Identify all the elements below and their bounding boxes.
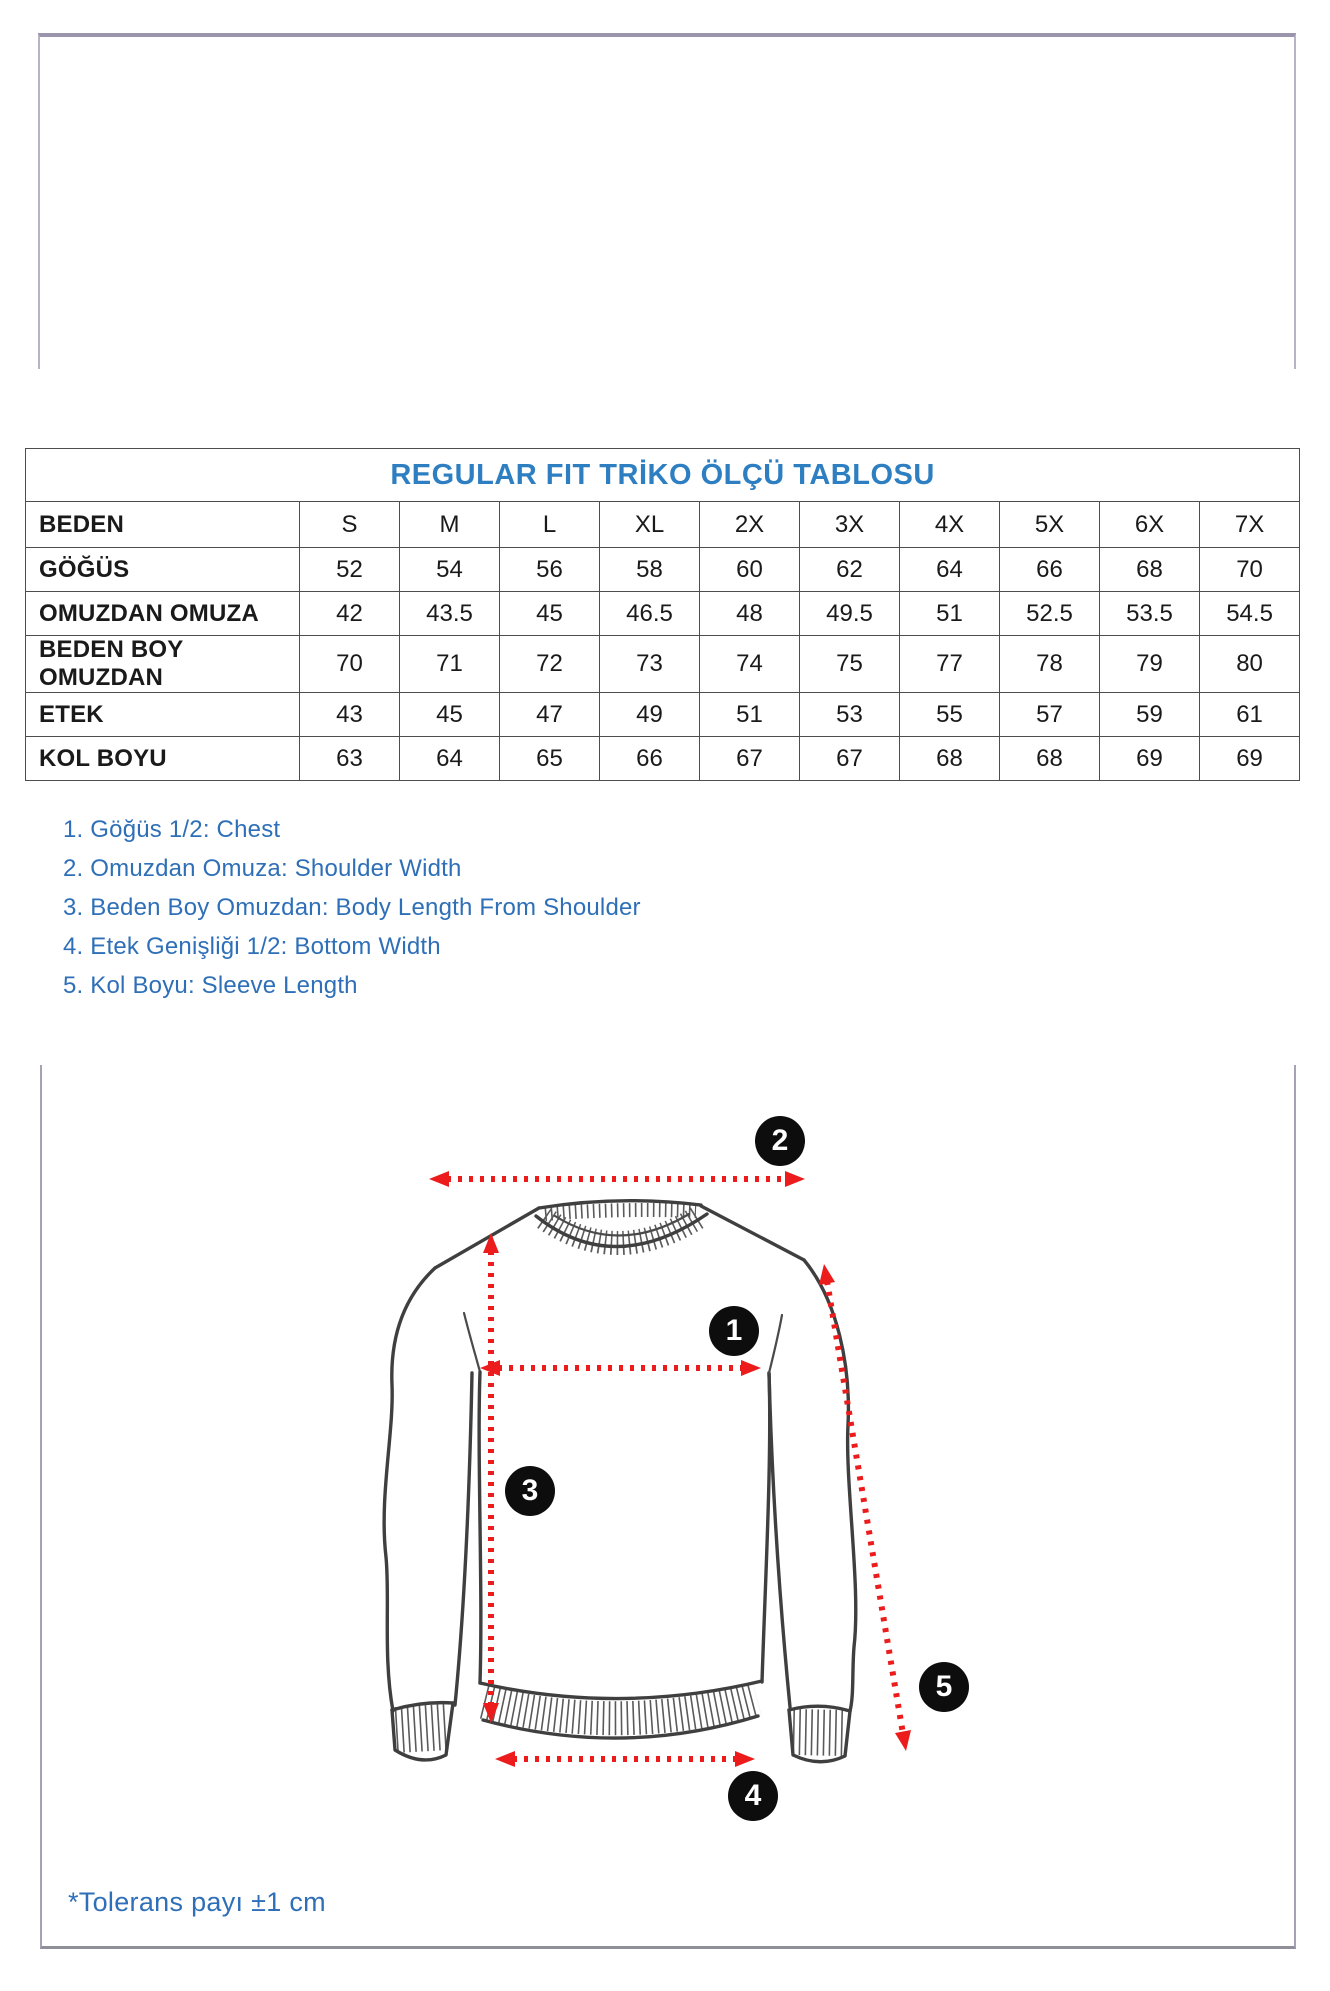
legend-item: 2. Omuzdan Omuza: Shoulder Width: [63, 855, 462, 882]
cell: 46.5: [600, 592, 700, 636]
column-header: 2X: [700, 502, 800, 548]
table-row: [26, 636, 1300, 693]
cell: 43.5: [400, 592, 500, 636]
cell: 72: [500, 636, 600, 693]
table-header-row: [26, 502, 1300, 548]
cell: 68: [1100, 548, 1200, 592]
cell: 61: [1200, 693, 1300, 737]
measurement-legend: [63, 818, 641, 1013]
cell: 69: [1100, 737, 1200, 781]
column-header: L: [500, 502, 600, 548]
column-header: S: [300, 502, 400, 548]
cell: 59: [1100, 693, 1200, 737]
cell: 66: [1000, 548, 1100, 592]
cell: 45: [400, 693, 500, 737]
cell: 64: [400, 737, 500, 781]
measurement-marker-shoulder: 2: [755, 1116, 805, 1166]
cell: 75: [800, 636, 900, 693]
column-header: BEDEN: [26, 502, 300, 548]
row-label: GÖĞÜS: [26, 548, 300, 592]
cell: 79: [1100, 636, 1200, 693]
row-label: KOL BOYU: [26, 737, 300, 781]
measurement-marker-chest: 1: [709, 1306, 759, 1356]
cell: 64: [900, 548, 1000, 592]
column-header: XL: [600, 502, 700, 548]
cell: 63: [300, 737, 400, 781]
table-title-row: [26, 449, 1300, 502]
column-header: 3X: [800, 502, 900, 548]
cell: 74: [700, 636, 800, 693]
measurement-marker-sleeve: 5: [919, 1662, 969, 1712]
sweater-line-drawing: [42, 1065, 1294, 1946]
sweater-diagram-frame: [40, 1065, 1296, 1949]
top-empty-frame: [38, 33, 1296, 369]
column-header: 7X: [1200, 502, 1300, 548]
row-label: BEDEN BOY OMUZDAN: [26, 636, 300, 693]
table-title: REGULAR FIT TRİKO ÖLÇÜ TABLOSU: [26, 449, 1300, 502]
row-label: OMUZDAN OMUZA: [26, 592, 300, 636]
cell: 65: [500, 737, 600, 781]
cell: 70: [1200, 548, 1300, 592]
table-row: [26, 548, 1300, 592]
table-row: [26, 592, 1300, 636]
legend-item: 5. Kol Boyu: Sleeve Length: [63, 972, 358, 999]
table-row: [26, 693, 1300, 737]
column-header: 5X: [1000, 502, 1100, 548]
cell: 56: [500, 548, 600, 592]
row-label: ETEK: [26, 693, 300, 737]
cell: 57: [1000, 693, 1100, 737]
cell: 52: [300, 548, 400, 592]
column-header: 4X: [900, 502, 1000, 548]
tolerance-note: *Tolerans payı ±1 cm: [68, 1887, 326, 1917]
column-header: M: [400, 502, 500, 548]
legend-item: 1. Göğüs 1/2: Chest: [63, 816, 281, 843]
cell: 67: [800, 737, 900, 781]
cell: 71: [400, 636, 500, 693]
cell: 60: [700, 548, 800, 592]
cell: 54.5: [1200, 592, 1300, 636]
cell: 67: [700, 737, 800, 781]
cell: 69: [1200, 737, 1300, 781]
table-row: [26, 737, 1300, 781]
size-table: [25, 448, 1300, 781]
cell: 42: [300, 592, 400, 636]
measurement-marker-body-length: 3: [505, 1466, 555, 1516]
cell: 54: [400, 548, 500, 592]
cell: 47: [500, 693, 600, 737]
cell: 77: [900, 636, 1000, 693]
cell: 51: [700, 693, 800, 737]
cell: 49.5: [800, 592, 900, 636]
cell: 70: [300, 636, 400, 693]
legend-item: 3. Beden Boy Omuzdan: Body Length From Shoulder: [63, 894, 641, 921]
cell: 68: [900, 737, 1000, 781]
cell: 78: [1000, 636, 1100, 693]
cell: 66: [600, 737, 700, 781]
measurement-marker-bottom-width: 4: [728, 1771, 778, 1821]
column-header: 6X: [1100, 502, 1200, 548]
cell: 52.5: [1000, 592, 1100, 636]
cell: 45: [500, 592, 600, 636]
cell: 43: [300, 693, 400, 737]
cell: 53: [800, 693, 900, 737]
cell: 68: [1000, 737, 1100, 781]
cell: 49: [600, 693, 700, 737]
cell: 53.5: [1100, 592, 1200, 636]
cell: 58: [600, 548, 700, 592]
cell: 80: [1200, 636, 1300, 693]
cell: 51: [900, 592, 1000, 636]
cell: 62: [800, 548, 900, 592]
cell: 55: [900, 693, 1000, 737]
legend-item: 4. Etek Genişliği 1/2: Bottom Width: [63, 933, 441, 960]
cell: 48: [700, 592, 800, 636]
cell: 73: [600, 636, 700, 693]
